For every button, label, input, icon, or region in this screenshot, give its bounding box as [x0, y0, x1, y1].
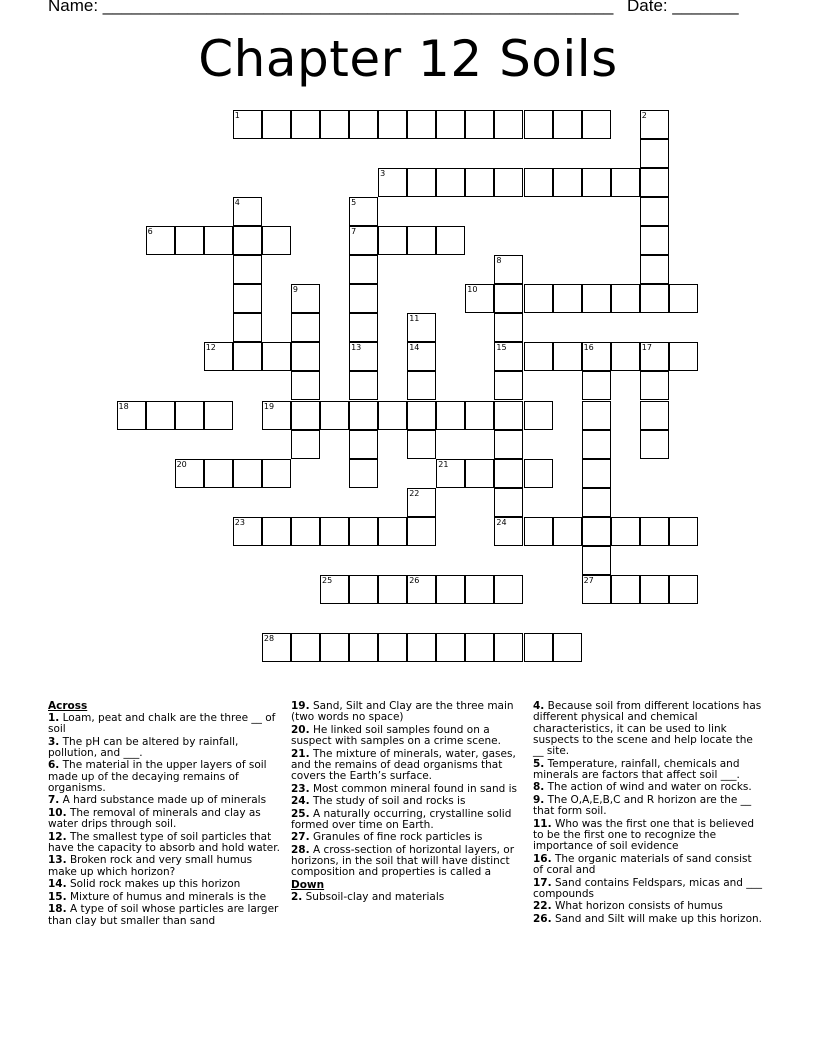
- grid-cell[interactable]: [465, 575, 494, 604]
- grid-cell[interactable]: [175, 226, 204, 255]
- grid-cell[interactable]: [262, 226, 291, 255]
- clue-item: [533, 795, 765, 818]
- clue-number: 18.: [48, 903, 67, 916]
- grid-cell-7[interactable]: [349, 226, 378, 255]
- clue-text: The action of wind and water on rocks.: [544, 781, 752, 794]
- grid-cell[interactable]: [436, 401, 465, 430]
- clue-item: [533, 901, 765, 912]
- clues-column-1: [48, 701, 280, 928]
- grid-cell[interactable]: [640, 139, 669, 168]
- clue-text: Sand contains Feldspars, micas and ___ compounds: [533, 876, 763, 900]
- grid-cell[interactable]: [378, 517, 407, 546]
- date-field-label: Date: _______: [627, 0, 739, 15]
- grid-cell[interactable]: [640, 197, 669, 226]
- clue-number: 15: [496, 343, 507, 353]
- clue-text: The removal of minerals and clay as water drips through soil.: [48, 806, 261, 831]
- grid-cell[interactable]: [262, 517, 291, 546]
- clue-number: 4.: [533, 700, 545, 712]
- clue-number: 5: [351, 197, 357, 207]
- clue-text: Most common mineral found in sand is: [309, 782, 517, 795]
- grid-cell[interactable]: [262, 342, 291, 371]
- clue-text: The organic materials of sand consist of coral and: [533, 852, 752, 877]
- clue-item: [48, 760, 280, 794]
- clue-text: Because soil from different locations has different physical and chemical characteristics, it can be used to link suspects to the scene and help locate the __ site.: [533, 700, 762, 758]
- grid-cell-20[interactable]: [175, 459, 204, 488]
- clue-number: 1: [234, 110, 240, 120]
- grid-cell[interactable]: [553, 633, 582, 662]
- page-title: Chapter 12 Soils: [198, 30, 618, 88]
- grid-cell-9[interactable]: [291, 284, 320, 313]
- grid-cell[interactable]: [204, 226, 233, 255]
- grid-cell[interactable]: [524, 517, 553, 546]
- clue-number: 9.: [533, 793, 545, 806]
- grid-cell-15[interactable]: [494, 342, 523, 371]
- grid-cell[interactable]: [291, 430, 320, 459]
- clue-text: The pH can be altered by rainfall, pollution, and ___.: [48, 735, 239, 759]
- grid-cell[interactable]: [436, 575, 465, 604]
- clue-item: [291, 845, 523, 879]
- grid-cell[interactable]: [582, 459, 611, 488]
- clue-number: 27: [583, 576, 594, 586]
- grid-cell[interactable]: [611, 575, 640, 604]
- clue-number: 16: [583, 343, 594, 353]
- clue-number: 18: [118, 401, 129, 411]
- grid-cell[interactable]: [407, 633, 436, 662]
- grid-cell[interactable]: [524, 633, 553, 662]
- grid-cell[interactable]: [553, 517, 582, 546]
- clue-number: 6.: [48, 759, 60, 772]
- grid-cell[interactable]: [494, 401, 523, 430]
- grid-cell[interactable]: [349, 371, 378, 400]
- grid-cell[interactable]: [291, 517, 320, 546]
- grid-cell[interactable]: [553, 284, 582, 313]
- grid-cell[interactable]: [262, 110, 291, 139]
- grid-cell-10[interactable]: [465, 284, 494, 313]
- grid-cell[interactable]: [524, 110, 553, 139]
- clue-number: 14.: [48, 878, 67, 891]
- grid-cell[interactable]: [582, 401, 611, 430]
- grid-cell[interactable]: [349, 110, 378, 139]
- grid-cell[interactable]: [204, 401, 233, 430]
- grid-cell-8[interactable]: [494, 255, 523, 284]
- grid-cell-19[interactable]: [262, 401, 291, 430]
- grid-cell[interactable]: [320, 110, 349, 139]
- clue-number: 17: [641, 343, 652, 353]
- name-field-label: Name: ______________________________________________________: [48, 0, 614, 15]
- clue-number: 20.: [291, 723, 310, 736]
- clue-number: 11.: [533, 817, 552, 830]
- grid-cell-11[interactable]: [407, 313, 436, 342]
- clue-item: [533, 819, 765, 853]
- grid-cell[interactable]: [233, 255, 262, 284]
- clue-text: Granules of fine rock particles is: [309, 831, 483, 844]
- grid-cell[interactable]: [553, 342, 582, 371]
- clue-number: 13.: [48, 854, 67, 867]
- grid-cell-27[interactable]: [582, 575, 611, 604]
- clue-item: [48, 795, 280, 806]
- clue-number: 26: [409, 576, 420, 586]
- grid-cell[interactable]: [320, 633, 349, 662]
- clue-item: [291, 809, 523, 832]
- grid-cell-24[interactable]: [494, 517, 523, 546]
- clue-number: 2: [641, 110, 647, 120]
- clue-item: [48, 737, 280, 760]
- clue-item: [291, 796, 523, 807]
- grid-cell[interactable]: [436, 633, 465, 662]
- clue-item: [48, 808, 280, 831]
- grid-cell[interactable]: [611, 517, 640, 546]
- clue-text: He linked soil samples found on a suspect with samples on a crime scene.: [291, 723, 501, 748]
- clue-number: 8: [496, 256, 502, 265]
- grid-cell[interactable]: [291, 401, 320, 430]
- grid-cell-14[interactable]: [407, 342, 436, 371]
- grid-cell[interactable]: [349, 401, 378, 430]
- grid-cell[interactable]: [465, 633, 494, 662]
- grid-cell[interactable]: [378, 226, 407, 255]
- grid-cell-4[interactable]: [233, 197, 262, 226]
- grid-cell-28[interactable]: [262, 633, 291, 662]
- clue-item: [48, 713, 280, 736]
- clue-text: The O,A,E,B,C and R horizon are the __ that form soil.: [533, 793, 752, 818]
- clue-text: Subsoil-clay and materials: [302, 890, 445, 903]
- grid-cell[interactable]: [494, 633, 523, 662]
- grid-cell[interactable]: [349, 517, 378, 546]
- clue-number: 12: [205, 343, 216, 353]
- clue-number: 24.: [291, 795, 310, 808]
- grid-cell[interactable]: [582, 110, 611, 139]
- grid-cell[interactable]: [582, 168, 611, 197]
- clue-number: 25.: [291, 807, 310, 820]
- grid-cell[interactable]: [611, 284, 640, 313]
- grid-cell-18[interactable]: [117, 401, 146, 430]
- clue-item: [48, 879, 280, 890]
- grid-cell[interactable]: [349, 633, 378, 662]
- clue-item: [48, 832, 280, 855]
- clue-number: 27.: [291, 831, 310, 844]
- clue-number: 10: [467, 285, 478, 295]
- grid-cell[interactable]: [378, 633, 407, 662]
- grid-cell[interactable]: [291, 110, 320, 139]
- grid-cell[interactable]: [349, 284, 378, 313]
- grid-cell[interactable]: [582, 517, 611, 546]
- clue-item: [291, 725, 523, 748]
- grid-cell[interactable]: [465, 168, 494, 197]
- clue-item: [291, 784, 523, 795]
- grid-cell[interactable]: [407, 371, 436, 400]
- clue-number: 26.: [533, 912, 552, 925]
- grid-cell-12[interactable]: [204, 342, 233, 371]
- grid-cell[interactable]: [204, 459, 233, 488]
- clue-number: 17.: [533, 876, 552, 889]
- clue-number: 5.: [533, 757, 545, 770]
- grid-cell[interactable]: [611, 168, 640, 197]
- grid-cell-13[interactable]: [349, 342, 378, 371]
- grid-cell[interactable]: [494, 430, 523, 459]
- grid-cell[interactable]: [407, 401, 436, 430]
- grid-cell[interactable]: [582, 430, 611, 459]
- clue-text: Mixture of humus and minerals is the: [66, 890, 267, 903]
- grid-cell[interactable]: [291, 633, 320, 662]
- clue-item: [533, 759, 765, 782]
- clue-number: 19.: [291, 700, 310, 712]
- clue-text: Temperature, rainfall, chemicals and minerals are factors that affect soil ___.: [533, 757, 740, 781]
- clue-number: 13: [351, 343, 362, 353]
- clue-number: 20: [176, 459, 187, 469]
- grid-cell[interactable]: [494, 459, 523, 488]
- grid-cell[interactable]: [494, 168, 523, 197]
- clue-item: [291, 749, 523, 783]
- grid-cell[interactable]: [349, 459, 378, 488]
- grid-cell[interactable]: [669, 517, 698, 546]
- grid-cell[interactable]: [291, 371, 320, 400]
- grid-cell[interactable]: [349, 575, 378, 604]
- clue-item: [533, 854, 765, 877]
- grid-cell[interactable]: [378, 110, 407, 139]
- grid-cell[interactable]: [320, 517, 349, 546]
- grid-cell[interactable]: [407, 168, 436, 197]
- grid-cell[interactable]: [524, 168, 553, 197]
- grid-cell[interactable]: [553, 110, 582, 139]
- grid-cell[interactable]: [669, 575, 698, 604]
- grid-cell[interactable]: [582, 488, 611, 517]
- clue-number: 10.: [48, 806, 67, 819]
- clue-text: A type of soil whose particles are larger than clay but smaller than sand: [48, 903, 279, 927]
- clue-number: 21.: [291, 747, 310, 760]
- grid-cell[interactable]: [407, 226, 436, 255]
- clue-text: Sand and Silt will make up this horizon.: [551, 912, 762, 925]
- grid-cell[interactable]: [407, 430, 436, 459]
- grid-cell-3[interactable]: [378, 168, 407, 197]
- grid-cell[interactable]: [320, 401, 349, 430]
- clue-number: 21: [438, 459, 449, 469]
- grid-cell[interactable]: [291, 342, 320, 371]
- grid-cell[interactable]: [553, 168, 582, 197]
- grid-cell[interactable]: [640, 284, 669, 313]
- grid-cell-26[interactable]: [407, 575, 436, 604]
- grid-cell[interactable]: [378, 575, 407, 604]
- grid-cell[interactable]: [524, 342, 553, 371]
- grid-cell[interactable]: [494, 313, 523, 342]
- grid-cell[interactable]: [465, 110, 494, 139]
- clue-text: Broken rock and very small humus make up which horizon?: [48, 854, 253, 878]
- grid-cell[interactable]: [378, 401, 407, 430]
- clue-text: What horizon consists of humus: [551, 900, 723, 913]
- clue-number: 15.: [48, 890, 67, 903]
- grid-cell[interactable]: [582, 284, 611, 313]
- clue-number: 6: [147, 226, 153, 236]
- clue-number: 2.: [291, 890, 303, 903]
- grid-cell[interactable]: [494, 488, 523, 517]
- grid-cell[interactable]: [233, 284, 262, 313]
- clue-text: The smallest type of soil particles that have the capacity to absorb and hold water.: [48, 830, 280, 854]
- clue-number: 3: [380, 168, 386, 178]
- grid-cell[interactable]: [465, 401, 494, 430]
- across-heading: Across: [48, 700, 88, 712]
- clue-number: 11: [409, 314, 420, 324]
- grid-cell[interactable]: [146, 401, 175, 430]
- grid-cell[interactable]: [436, 226, 465, 255]
- clue-number: 7: [351, 226, 357, 236]
- clue-text: Sand, Silt and Clay are the three main (two words no space): [291, 700, 514, 724]
- clue-text: The mixture of minerals, water, gases, and the remains of dead organisms that covers the Earth’s surface.: [291, 747, 516, 783]
- grid-cell[interactable]: [233, 459, 262, 488]
- clue-number: 23: [234, 517, 245, 527]
- clue-number: 4: [234, 197, 240, 207]
- grid-cell[interactable]: [291, 313, 320, 342]
- grid-cell[interactable]: [640, 575, 669, 604]
- grid-cell[interactable]: [494, 110, 523, 139]
- clue-item: [48, 904, 280, 927]
- grid-cell[interactable]: [640, 226, 669, 255]
- grid-cell[interactable]: [407, 110, 436, 139]
- grid-cell[interactable]: [640, 255, 669, 284]
- down-heading: Down: [291, 878, 325, 891]
- clue-text: Solid rock makes up this horizon: [66, 878, 241, 891]
- clue-text: The material in the upper layers of soil made up of the decaying remains of organisms.: [48, 759, 267, 794]
- grid-cell[interactable]: [640, 371, 669, 400]
- clue-item: [291, 892, 523, 903]
- grid-cell[interactable]: [582, 546, 611, 575]
- grid-cell-6[interactable]: [146, 226, 175, 255]
- grid-cell[interactable]: [669, 342, 698, 371]
- clue-text: The study of soil and rocks is: [309, 795, 466, 808]
- grid-cell[interactable]: [436, 168, 465, 197]
- grid-cell-25[interactable]: [320, 575, 349, 604]
- grid-cell[interactable]: [524, 459, 553, 488]
- clue-item: [291, 701, 523, 724]
- clue-item: [533, 914, 765, 925]
- clue-item: [48, 855, 280, 878]
- grid-cell[interactable]: [669, 284, 698, 313]
- grid-cell[interactable]: [349, 255, 378, 284]
- clue-number: 22: [409, 488, 420, 498]
- grid-cell[interactable]: [611, 342, 640, 371]
- clue-number: 24: [496, 517, 507, 527]
- clue-number: 7.: [48, 794, 60, 807]
- grid-cell[interactable]: [524, 401, 553, 430]
- grid-cell-17[interactable]: [640, 342, 669, 371]
- clue-item: [533, 782, 765, 793]
- grid-cell[interactable]: [494, 284, 523, 313]
- grid-cell[interactable]: [494, 575, 523, 604]
- grid-cell-21[interactable]: [436, 459, 465, 488]
- clue-item: [291, 832, 523, 843]
- grid-cell[interactable]: [349, 313, 378, 342]
- grid-cell-2[interactable]: [640, 110, 669, 139]
- grid-cell[interactable]: [640, 168, 669, 197]
- clue-number: 25: [322, 576, 333, 586]
- grid-cell[interactable]: [640, 517, 669, 546]
- grid-cell-1[interactable]: [233, 110, 262, 139]
- grid-cell[interactable]: [349, 430, 378, 459]
- clue-number: 14: [409, 343, 420, 353]
- grid-cell[interactable]: [524, 284, 553, 313]
- grid-cell-5[interactable]: [349, 197, 378, 226]
- grid-cell[interactable]: [262, 459, 291, 488]
- clue-text: A hard substance made up of minerals: [59, 794, 267, 807]
- clue-number: 16.: [533, 852, 552, 865]
- grid-cell[interactable]: [640, 401, 669, 430]
- clue-number: 22.: [533, 900, 552, 913]
- clue-number: 12.: [48, 830, 67, 843]
- grid-cell[interactable]: [640, 430, 669, 459]
- clue-number: 8.: [533, 781, 545, 794]
- grid-cell[interactable]: [407, 517, 436, 546]
- clues-column-2: [291, 701, 523, 904]
- clue-number: 3.: [48, 735, 60, 748]
- grid-cell[interactable]: [465, 459, 494, 488]
- clue-number: 28: [263, 634, 275, 644]
- grid-cell-23[interactable]: [233, 517, 262, 546]
- grid-cell-22[interactable]: [407, 488, 436, 517]
- grid-cell[interactable]: [233, 342, 262, 371]
- clue-number: 23.: [291, 782, 310, 795]
- clue-number: 28.: [291, 843, 310, 856]
- clue-item: [533, 878, 765, 901]
- clue-text: Loam, peat and chalk are the three __ of soil: [48, 711, 276, 736]
- clue-item: [533, 701, 765, 757]
- grid-cell[interactable]: [233, 226, 262, 255]
- clue-number: 9: [292, 285, 298, 295]
- grid-cell[interactable]: [436, 110, 465, 139]
- clue-item: [48, 892, 280, 903]
- grid-cell-16[interactable]: [582, 342, 611, 371]
- grid-cell[interactable]: [233, 313, 262, 342]
- clue-number: 1.: [48, 711, 60, 724]
- clue-text: A naturally occurring, crystalline solid formed over time on Earth.: [291, 807, 512, 831]
- clue-text: A cross-section of horizontal layers, or horizons, in the soil that will have distinct composition and properties is called a: [291, 843, 515, 879]
- clue-number: 19: [263, 401, 275, 411]
- grid-cell[interactable]: [582, 371, 611, 400]
- grid-cell[interactable]: [494, 371, 523, 400]
- grid-cell[interactable]: [175, 401, 204, 430]
- clues-column-3: [533, 701, 765, 926]
- clue-text: Who was the first one that is believed to be the first one to recognize the importance of soil evidence: [533, 817, 755, 853]
